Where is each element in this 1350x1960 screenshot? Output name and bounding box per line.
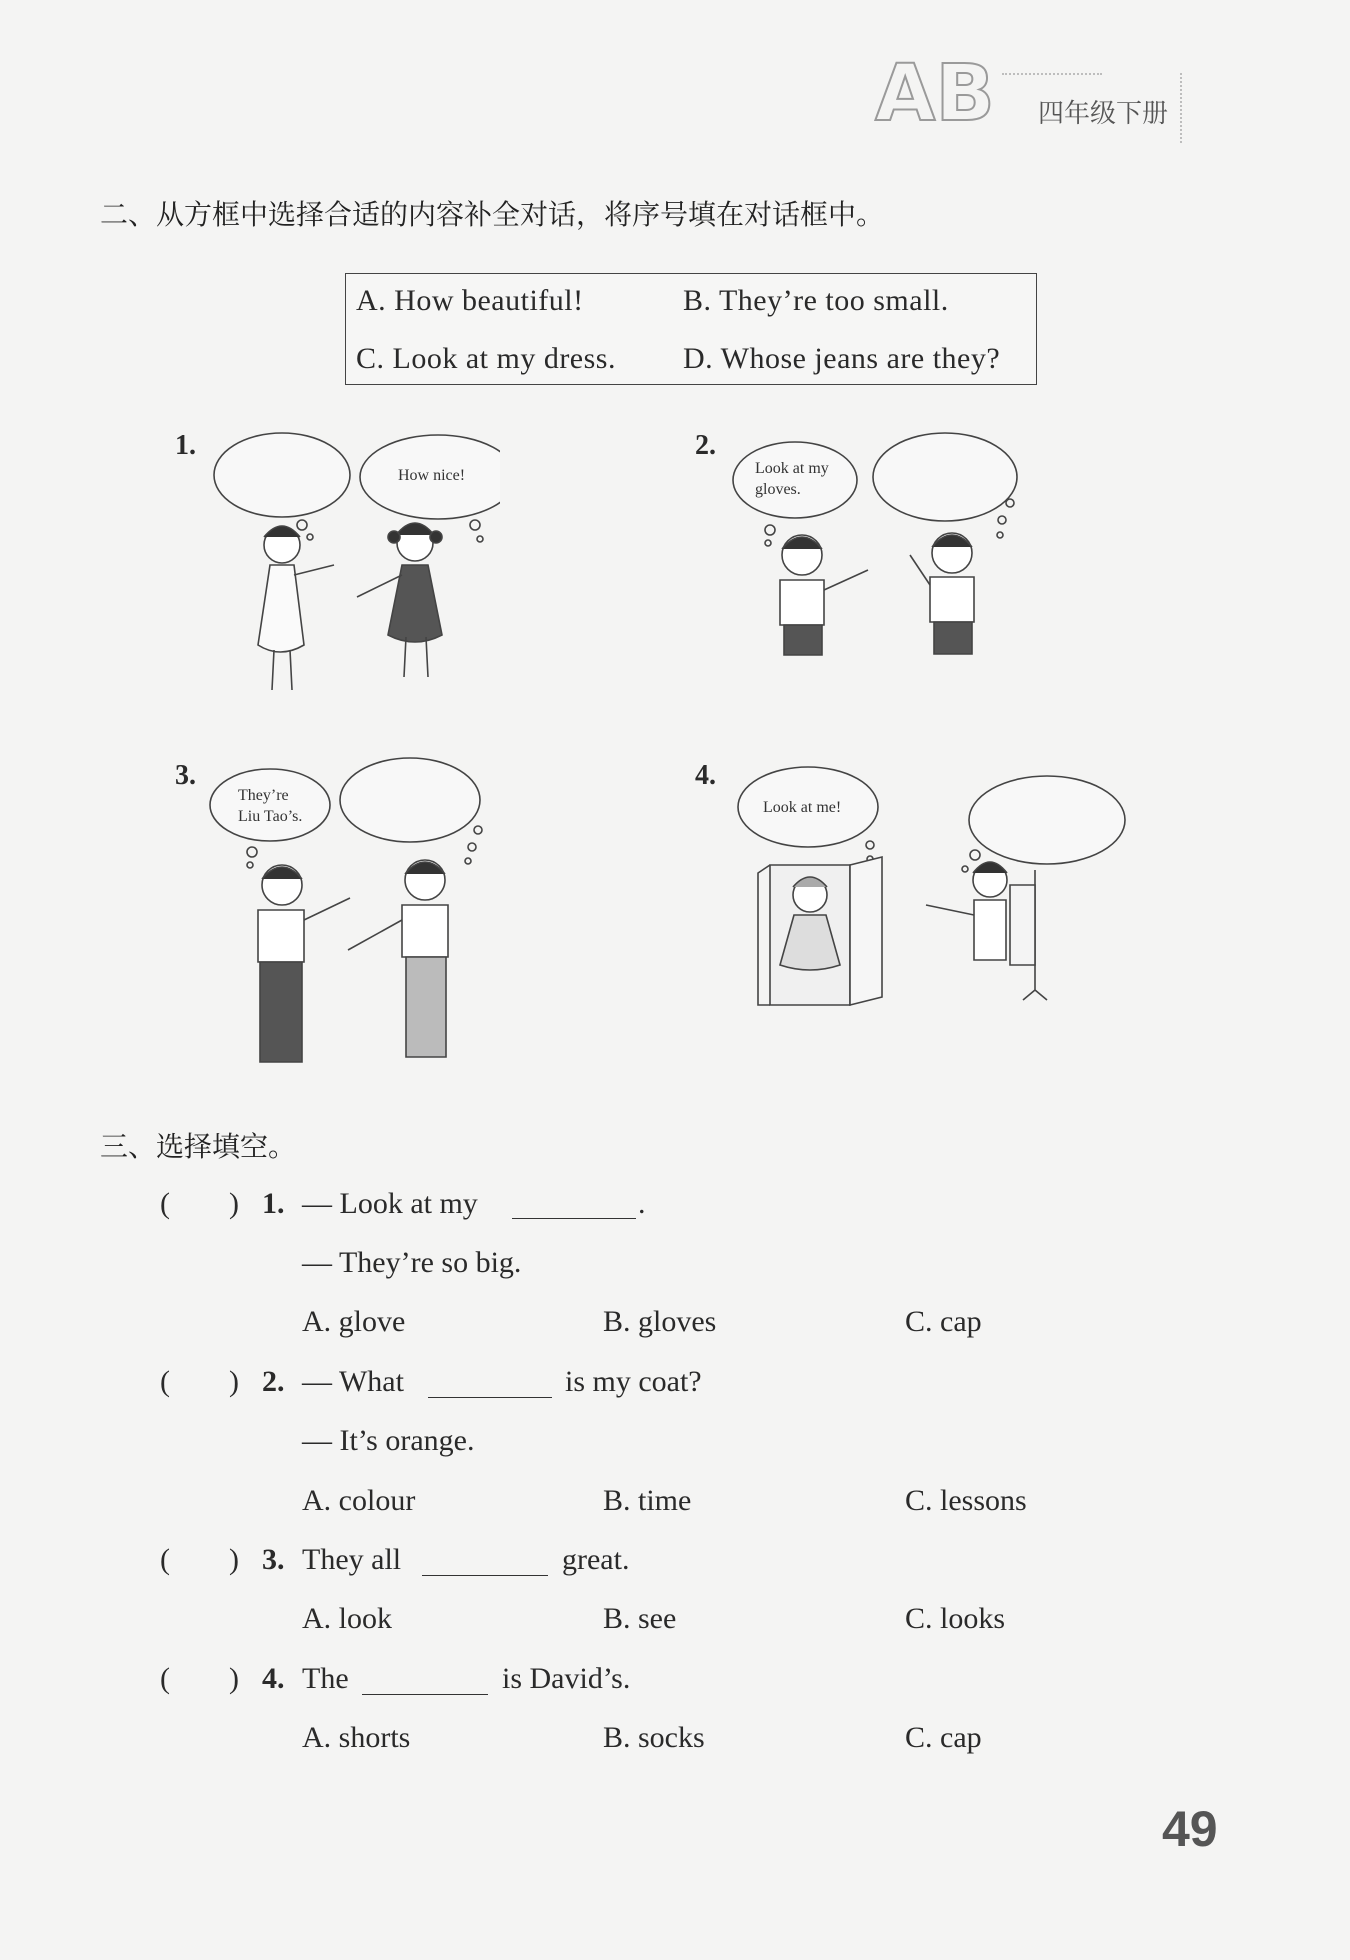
svg-text:AB: AB — [875, 49, 995, 135]
scene-number: 4. — [695, 760, 716, 791]
empty-speech-bubble — [340, 758, 480, 842]
question-text-end: . — [638, 1187, 646, 1220]
question-text-end: is my coat? — [565, 1365, 702, 1398]
answer-blank[interactable] — [512, 1218, 636, 1219]
option-b[interactable]: B. time — [603, 1484, 692, 1517]
choice-c: C. Look at my dress. — [356, 342, 616, 375]
scene-number: 3. — [175, 760, 196, 791]
answer-paren-close: ) — [229, 1187, 239, 1220]
ab-logo-icon — [870, 45, 1010, 135]
scene-4 — [690, 755, 1140, 1025]
question-text-end: great. — [562, 1543, 630, 1576]
header-dotted-line — [1002, 73, 1102, 75]
question-text: — What — [302, 1365, 404, 1398]
page-number: 49 — [1162, 1801, 1218, 1857]
option-a[interactable]: A. look — [302, 1602, 392, 1635]
page-header — [870, 45, 1240, 135]
scene-2-illustration — [690, 425, 1040, 685]
bubble-line-2: gloves. — [755, 481, 801, 498]
answer-blank[interactable] — [422, 1575, 548, 1576]
option-a[interactable]: A. shorts — [302, 1721, 411, 1754]
scene-3-illustration — [170, 755, 500, 1085]
option-b[interactable]: B. see — [603, 1602, 677, 1635]
scene-3 — [170, 755, 500, 1085]
bubble-text: Look at me! — [763, 799, 842, 816]
question-text: They all — [302, 1543, 402, 1576]
scene-number: 1. — [175, 430, 196, 461]
answer-paren-close: ) — [229, 1662, 239, 1695]
option-c[interactable]: C. cap — [905, 1305, 982, 1338]
option-c[interactable]: C. lessons — [905, 1484, 1027, 1517]
answer-paren-open: ( — [160, 1365, 170, 1398]
bubble-text — [238, 785, 302, 827]
question-text: — Look at my — [302, 1187, 478, 1220]
bubble-line-2: Liu Tao’s. — [238, 808, 303, 825]
bubble-line-1: They’re — [238, 787, 289, 804]
question-number: 4. — [262, 1662, 285, 1695]
option-a[interactable]: A. glove — [302, 1305, 406, 1338]
question-text-end: is David’s. — [502, 1662, 631, 1695]
empty-speech-bubble — [969, 776, 1125, 864]
section2-title: 二、从方框中选择合适的内容补全对话，将序号填在对话框中。 — [100, 198, 885, 231]
question-number: 3. — [262, 1543, 285, 1576]
scene-4-illustration — [690, 755, 1140, 1025]
question-text: The — [302, 1662, 349, 1695]
answer-blank[interactable] — [362, 1694, 488, 1695]
bubble-text: How nice! — [398, 467, 466, 484]
choice-a: A. How beautiful! — [356, 284, 584, 317]
bubble-line-1: Look at my — [755, 460, 829, 477]
option-a[interactable]: A. colour — [302, 1484, 416, 1517]
choice-d: D. Whose jeans are they? — [683, 342, 1001, 375]
bubble-text — [755, 458, 829, 500]
answer-blank[interactable] — [428, 1397, 552, 1398]
answer-paren-open: ( — [160, 1187, 170, 1220]
scene-2 — [690, 425, 1040, 685]
choice-box — [345, 273, 1037, 385]
question-number: 2. — [262, 1365, 285, 1398]
scene-1 — [170, 425, 500, 725]
response-text: — It’s orange. — [302, 1424, 475, 1457]
option-b[interactable]: B. socks — [603, 1721, 705, 1754]
grade-label: 四年级下册 — [1038, 99, 1169, 129]
header-dotted-line-vertical — [1180, 73, 1182, 143]
answer-paren-open: ( — [160, 1543, 170, 1576]
answer-paren-close: ) — [229, 1543, 239, 1576]
choice-b: B. They’re too small. — [683, 284, 949, 317]
answer-paren-open: ( — [160, 1662, 170, 1695]
section3-title: 三、选择填空。 — [100, 1130, 297, 1163]
option-b[interactable]: B. gloves — [603, 1305, 717, 1338]
question-number: 1. — [262, 1187, 285, 1220]
empty-speech-bubble — [214, 433, 350, 517]
option-c[interactable]: C. looks — [905, 1602, 1006, 1635]
response-text: — They’re so big. — [302, 1246, 522, 1279]
scene-number: 2. — [695, 430, 716, 461]
answer-paren-close: ) — [229, 1365, 239, 1398]
empty-speech-bubble — [873, 433, 1017, 521]
option-c[interactable]: C. cap — [905, 1721, 982, 1754]
